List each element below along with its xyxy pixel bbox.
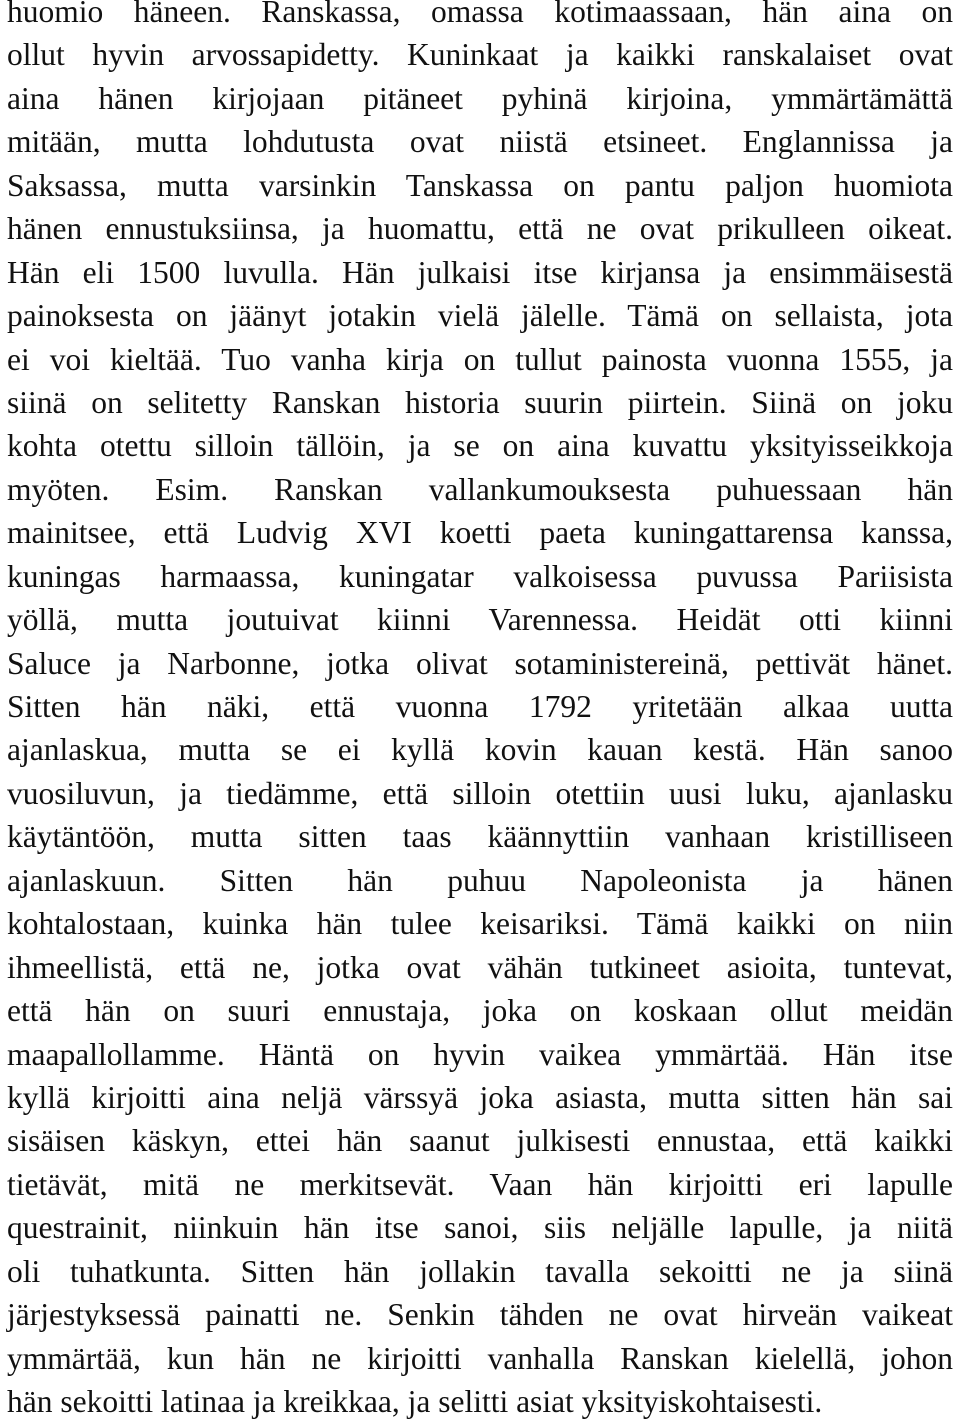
text-line: hän sekoitti latinaa ja kreikkaa, ja selitti asiat yksityiskohtaisesti.: [7, 1384, 823, 1419]
text-line: aina hänen kirjojaan pitäneet pyhinä kirjoina, ymmärtämättä: [7, 80, 953, 116]
text-line: järjestyksessä painatti ne. Senkin tähden ne ovat hirveän vaikeat: [7, 1297, 953, 1333]
body-paragraph: [7, 0, 953, 1423]
text-line: ajanlaskuun. Sitten hän puhuu Napoleonista ja hänen: [7, 862, 953, 898]
text-line: oli tuhatkunta. Sitten hän jollakin tavalla sekoitti ne ja siinä: [7, 1253, 953, 1289]
text-line: siinä on selitetty Ranskan historia suurin piirtein. Siinä on joku: [7, 384, 953, 420]
text-line: kyllä kirjoitti aina neljä värssyä joka asiasta, mutta sitten hän sai: [7, 1079, 953, 1115]
text-line: huomio häneen. Ranskassa, omassa kotimaassaan, hän aina on: [7, 0, 953, 29]
text-line: yöllä, mutta joutuivat kiinni Varennessa. Heidät otti kiinni: [7, 602, 953, 638]
text-line: ei voi kieltää. Tuo vanha kirja on tullut painosta vuonna 1555, ja: [7, 341, 953, 377]
text-line: ihmeellistä, että ne, jotka ovat vähän tutkineet asioita, tuntevat,: [7, 949, 953, 985]
text-line: käytäntöön, mutta sitten taas käännyttiin vanhaan kristilliseen: [7, 819, 953, 855]
text-line: mainitsee, että Ludvig XVI koetti paeta kuningattarensa kanssa,: [7, 515, 953, 551]
text-line: sisäisen käskyn, ettei hän saanut julkisesti ennustaa, että kaikki: [7, 1123, 953, 1159]
text-line: ymmärtää, kun hän ne kirjoitti vanhalla Ranskan kielellä, johon: [7, 1340, 953, 1376]
text-line: hänen ennustuksiinsa, ja huomattu, että ne ovat prikulleen oikeat.: [7, 211, 953, 247]
text-line: Saksassa, mutta varsinkin Tanskassa on pantu paljon huomiota: [7, 167, 953, 203]
text-line: questrainit, niinkuin hän itse sanoi, siis neljälle lapulle, ja niitä: [7, 1210, 953, 1246]
text-line: mitään, mutta lohdutusta ovat niistä etsineet. Englannissa ja: [7, 124, 953, 160]
text-line: kohta otettu silloin tällöin, ja se on aina kuvattu yksityisseikkoja: [7, 428, 953, 464]
text-line: tietävät, mitä ne merkitsevät. Vaan hän kirjoitti eri lapulle: [7, 1166, 953, 1202]
text-line: kohtalostaan, kuinka hän tulee keisariksi. Tämä kaikki on niin: [7, 906, 953, 942]
text-line: maapallollamme. Häntä on hyvin vaikea ymmärtää. Hän itse: [7, 1036, 953, 1072]
text-line: Saluce ja Narbonne, jotka olivat sotaministereinä, pettivät hänet.: [7, 645, 953, 681]
text-line: myöten. Esim. Ranskan vallankumouksesta puhuessaan hän: [7, 471, 953, 507]
text-line: Hän eli 1500 luvulla. Hän julkaisi itse kirjansa ja ensimmäisestä: [7, 254, 953, 290]
text-line: ajanlaskua, mutta se ei kyllä kovin kauan kestä. Hän sanoo: [7, 732, 953, 768]
text-line: vuosiluvun, ja tiedämme, että silloin otettiin uusi luku, ajanlasku: [7, 775, 953, 811]
text-line: kuningas harmaassa, kuningatar valkoisessa puvussa Pariisista: [7, 558, 953, 594]
text-line: että hän on suuri ennustaja, joka on koskaan ollut meidän: [7, 993, 953, 1029]
text-line: painoksesta on jäänyt jotakin vielä jälelle. Tämä on sellaista, jota: [7, 298, 953, 334]
text-line: ollut hyvin arvossapidetty. Kuninkaat ja kaikki ranskalaiset ovat: [7, 37, 953, 73]
text-line: Sitten hän näki, että vuonna 1792 yritetään alkaa uutta: [7, 689, 953, 724]
